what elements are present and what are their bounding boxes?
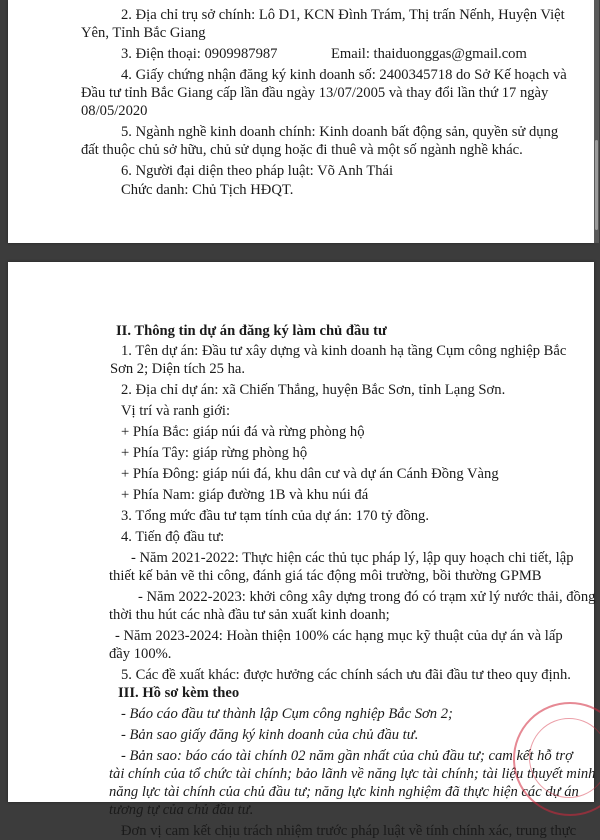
page2-line: 3. Tổng mức đầu tư tạm tính của dự án: 170 tỷ đồng. — [121, 508, 429, 524]
page1-line: Email: thaiduonggas@gmail.com — [331, 46, 527, 62]
page1-line: 4. Giấy chứng nhận đăng ký kinh doanh số: 2400345718 do Sở Kế hoạch và — [121, 67, 567, 83]
page1-line: 08/05/2020 — [81, 103, 148, 119]
page2-line: đầy 100%. — [109, 646, 172, 662]
page2-line: - Báo cáo đầu tư thành lập Cụm công nghiệp Bắc Sơn 2; — [121, 706, 453, 722]
page2-line: 1. Tên dự án: Đầu tư xây dựng và kinh doanh hạ tầng Cụm công nghiệp Bắc — [121, 343, 567, 359]
page2-line: 4. Tiến độ đầu tư: — [121, 529, 225, 545]
page2-line: tương tự của chủ đầu tư. — [109, 802, 254, 818]
page2-line: - Năm 2021-2022: Thực hiện các thủ tục pháp lý, lập quy hoạch chi tiết, lập — [131, 550, 574, 566]
page1-line: 3. Điện thoại: 0909987987 — [121, 46, 278, 62]
page2-line: thời thu hút các nhà đầu tư sản xuất kinh doanh; — [109, 607, 390, 623]
section-heading: II. Thông tin dự án đăng ký làm chủ đầu tư — [116, 323, 387, 339]
page2-line: tài chính của tổ chức tài chính; bảo lãnh về năng lực tài chính; tài liệu thuyết minh — [109, 766, 596, 782]
page2-line: 2. Địa chỉ dự án: xã Chiến Thắng, huyện Bắc Sơn, tỉnh Lạng Sơn. — [121, 382, 506, 398]
page2-line: - Bản sao giấy đăng ký kinh doanh của chủ đầu tư. — [121, 727, 419, 743]
page1-line: Đầu tư tỉnh Bắc Giang cấp lần đầu ngày 13/07/2005 và thay đổi lần thứ 17 ngày — [81, 85, 549, 101]
page1-line: Yên, Tỉnh Bắc Giang — [81, 25, 206, 41]
section-heading: III. Hồ sơ kèm theo — [118, 685, 240, 701]
page2-line: + Phía Tây: giáp rừng phòng hộ — [121, 445, 308, 461]
page2-line: Vị trí và ranh giới: — [121, 403, 231, 419]
document-page-1 — [8, 0, 594, 243]
page2-line: - Năm 2023-2024: Hoàn thiện 100% các hạng mục kỹ thuật của dự án và lấp — [115, 628, 563, 644]
page1-line: Chức danh: Chủ Tịch HĐQT. — [121, 182, 294, 198]
page2-line: năng lực tài chính của chủ đầu tư; năng lực kinh nghiệm đã thực hiện các dự án — [109, 784, 579, 800]
page2-line: thiết kế bản vẽ thi công, đánh giá tác động môi trường, bồi thường GPMB — [109, 568, 542, 584]
page1-line: 5. Ngành nghề kinh doanh chính: Kinh doanh bất động sản, quyền sử dụng — [121, 124, 559, 140]
page2-line: + Phía Bắc: giáp núi đá và rừng phòng hộ — [121, 424, 365, 440]
page1-line: 6. Người đại diện theo pháp luật: Võ Anh Thái — [121, 163, 394, 179]
page2-line: - Bản sao: báo cáo tài chính 02 năm gần nhất của chủ đầu tư; cam kết hỗ trợ — [121, 748, 573, 764]
document-page-2 — [8, 262, 596, 839]
page1-line: 2. Địa chỉ trụ sở chính: Lô D1, KCN Đình Trám, Thị trấn Nếnh, Huyện Việt — [121, 7, 565, 23]
page2-line: - Năm 2022-2023: khởi công xây dựng trong đó có trạm xử lý nước thải, đồng — [138, 589, 596, 605]
scrollbar-thumb[interactable] — [595, 140, 598, 230]
page2-line: 5. Các đề xuất khác: được hưởng các chính sách ưu đãi đầu tư theo quy định. — [121, 667, 571, 683]
page1-line: đất thuộc chủ sở hữu, chủ sử dụng hoặc đi thuê và một số ngành nghề khác. — [81, 142, 523, 158]
page2-line: + Phía Đông: giáp núi đá, khu dân cư và dự án Cánh Đồng Vàng — [121, 466, 499, 482]
page2-line: Sơn 2; Diện tích 25 ha. — [110, 361, 245, 377]
page2-line: Đơn vị cam kết chịu trách nhiệm trước pháp luật về tính chính xác, trung thực — [121, 823, 577, 839]
page2-line: + Phía Nam: giáp đường 1B và khu núi đá — [121, 487, 369, 503]
red-seal-stamp-inner-ring — [529, 718, 600, 798]
